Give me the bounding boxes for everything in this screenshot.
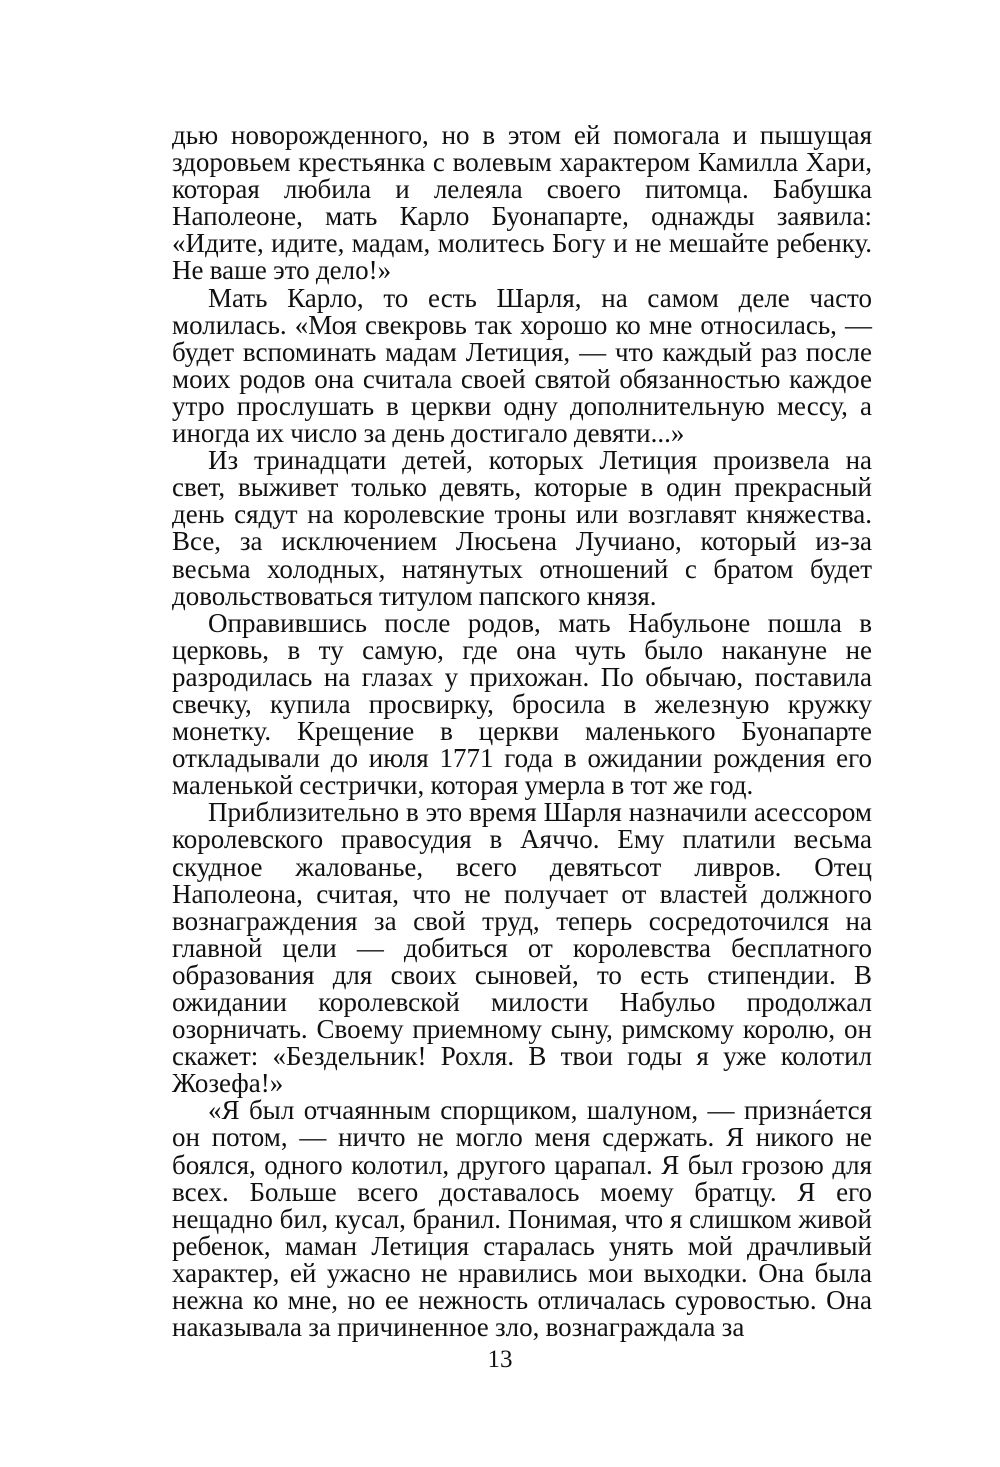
paragraph-3: Из тринадцати детей, которых Летиция произвела на свет, выживет только девять, которые в один прекрасный день сядут на королевские троны или возглавят княжества. Все, за исключением Люсьена Лучиано, который из-за весьма холодных, натянутых отношений с братом будет довольствоваться титулом папского князя. [172,445,872,611]
paragraph-4: Оправившись после родов, мать Набульоне пошла в церковь, в ту самую, где она чуть было накануне не разродилась на глазах у прихожан. По обычаю, поставила свечку, купила просвирку, бросила в железную кружку монетку. Крещение в церкви маленького Буонапарте откладывали до июля 1771 года в ожидании рождения его маленькой сестрички, которая умерла в тот же год. [172,607,872,801]
paragraph-1: дью новорожденного, но в этом ей помогала и пышущая здоровьем крестьянка с волевым характером Камилла Хари, которая любила и лелеяла своего питомца. Бабушка Наполеоне, мать Карло Буонапарте, однажды заявила: «Идите, идите, мадам, молитесь Богу и не мешайте ребенку. Не ваше это дело!» [172,120,872,286]
body-text [172,122,872,1341]
paragraph-5: Приблизительно в это время Шарля назначили асессором королевского правосудия в Аяччо. Ему платили весьма скудное жалованье, всего девятьсот ливров. Отец Наполеона, считая, что не получает от властей должного вознаграждения за свой труд, теперь сосредоточился на главной цели — добиться от королевства бесплатного образования для своих сыновей, то есть стипендии. В ожидании королевской милости Набульо продолжал озорничать. Своему приемному сыну, римскому королю, он скажет: «Бездельник! Рохля. В твои годы я уже колотил Жозефа!» [172,797,872,1099]
paragraph-2: Мать Карло, то есть Шарля, на самом деле часто молилась. «Моя свекровь так хорошо ко мне относилась, — будет вспоминать мадам Летиция, — что каждый раз после моих родов она считала своей святой обязанностью каждое утро прослушать в церкви одну дополнительную мессу, а иногда их число за день достигало девяти...» [172,282,872,449]
page-number: 13 [487,1346,513,1373]
paragraph-6: «Я был отчаянным спорщиком, шалуном, — признáется он потом, — ничто не могло меня сдержать. Я никого не боялся, одного колотил, другого царапал. Я был грозою для всех. Больше всего доставалось моему братцу. Я его нещадно бил, кусал, бранил. Понимая, что я слишком живой ребенок, маман Летиция старалась унять мой драчливый характер, ей ужасно не нравились мои выходки. Она была нежна ко мне, но ее нежность отличалась суровостью. Она наказывала за причиненное зло, вознаграждала за [172,1095,872,1343]
